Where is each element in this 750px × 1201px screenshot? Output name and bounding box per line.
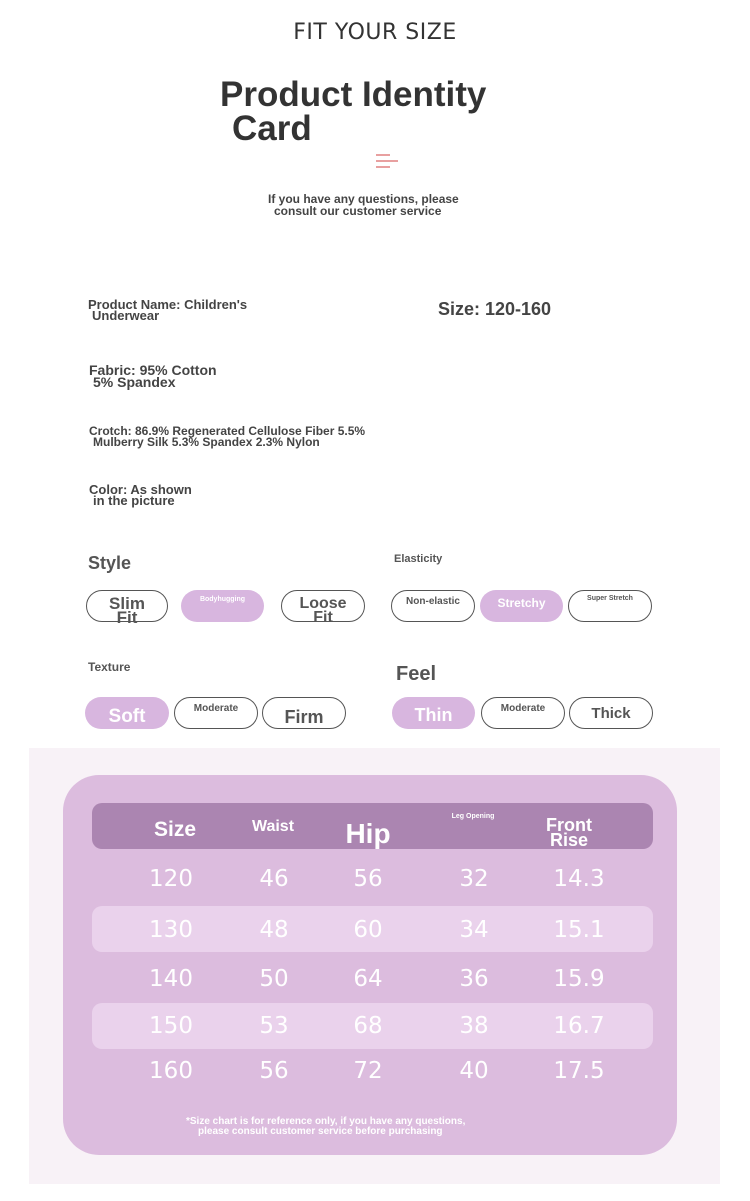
product-size: Size: 120-160 [438,299,552,319]
elasticity-option-stretchy: Stretchy [480,590,563,622]
cell-leg-opening: 36 [459,966,489,992]
cell-size: 140 [149,966,193,992]
feel-option-thin: Thin [392,697,475,729]
cell-hip: 72 [353,1058,383,1084]
product-name-line2: Underwear [92,308,160,323]
cell-leg-opening: 40 [459,1058,489,1084]
cell-waist: 46 [259,866,289,892]
header-leg-opening: Leg Opening [451,813,495,820]
note-line1: *Size chart is for reference only, if you have any questions, [186,1116,466,1127]
style-option-bodyhugging: Bodyhugging [181,590,264,622]
fabric-line1: Fabric: 95% Cotton [89,362,217,378]
header-hip: Hip [345,818,391,849]
cell-hip: 68 [353,1013,383,1039]
card-title-line1: Product Identity [220,75,487,114]
cell-hip: 56 [353,866,383,892]
feel-option-thick: Thick [569,697,653,729]
product-name [88,299,308,321]
style-opt1-line2: Fit [116,608,138,627]
cell-waist: 48 [259,917,289,943]
feel-label: Feel [396,663,437,685]
elasticity-option-super-stretch: Super Stretch [568,590,652,622]
cell-front-rise: 14.3 [553,866,605,892]
crotch-info [89,426,429,448]
cell-front-rise: 15.9 [553,966,605,992]
fabric-info [89,364,309,388]
style-opt3-line1: Loose [299,595,347,612]
cell-front-rise: 15.1 [553,917,605,943]
cell-leg-opening: 38 [459,1013,489,1039]
cell-size: 160 [149,1058,193,1084]
header-waist: Waist [251,818,295,835]
cell-hip: 64 [353,966,383,992]
cell-size: 130 [149,917,193,943]
crotch-line2: Mulberry Silk 5.3% Spandex 2.3% Nylon [93,435,320,449]
cell-size: 150 [149,1013,193,1039]
elasticity-option-non-elastic: Non-elastic [391,590,475,622]
style-option-slim-fit [86,590,168,627]
fabric-line2: 5% Spandex [93,374,176,390]
style-opt1-line1: Slim [109,594,145,613]
product-name-line1: Product Name: Children's [88,297,248,312]
texture-option-firm: Firm [262,697,346,729]
header-rise-line1: Front [546,815,592,835]
cell-front-rise: 16.7 [553,1013,605,1039]
color-line2: in the picture [93,493,175,508]
questions-line2: consult our customer service [274,204,442,218]
cell-hip: 60 [353,917,383,943]
texture-label: Texture [88,660,131,674]
cell-leg-opening: 34 [459,917,489,943]
style-opt3-line2: Fit [313,609,333,626]
cell-waist: 53 [259,1013,289,1039]
fit-your-size-title: FIT YOUR SIZE [293,20,457,45]
color-line1: Color: As shown [89,482,192,497]
texture-option-moderate: Moderate [174,697,258,729]
header-size: Size [153,818,197,841]
cell-front-rise: 17.5 [553,1058,605,1084]
card-title-line2: Card [232,109,312,148]
texture-option-soft: Soft [85,697,169,729]
cell-waist: 50 [259,966,289,992]
menu-lines-icon [376,154,398,170]
style-option-loose-fit [281,590,365,626]
questions-note [268,193,508,217]
elasticity-label: Elasticity [394,553,443,565]
size-chart-note [186,1117,556,1137]
crotch-line1: Crotch: 86.9% Regenerated Cellulose Fiber 5.5% [89,424,366,438]
style-label: Style [88,553,132,573]
product-identity-card-title [220,75,560,148]
cell-size: 120 [149,866,193,892]
note-line2: please consult customer service before purchasing [198,1126,443,1137]
questions-line1: If you have any questions, please [268,192,459,206]
cell-leg-opening: 32 [459,866,489,892]
header-front-rise [524,815,614,850]
cell-waist: 56 [259,1058,289,1084]
feel-option-moderate: Moderate [481,697,565,729]
color-info [89,484,249,506]
header-rise-line2: Rise [549,830,589,850]
